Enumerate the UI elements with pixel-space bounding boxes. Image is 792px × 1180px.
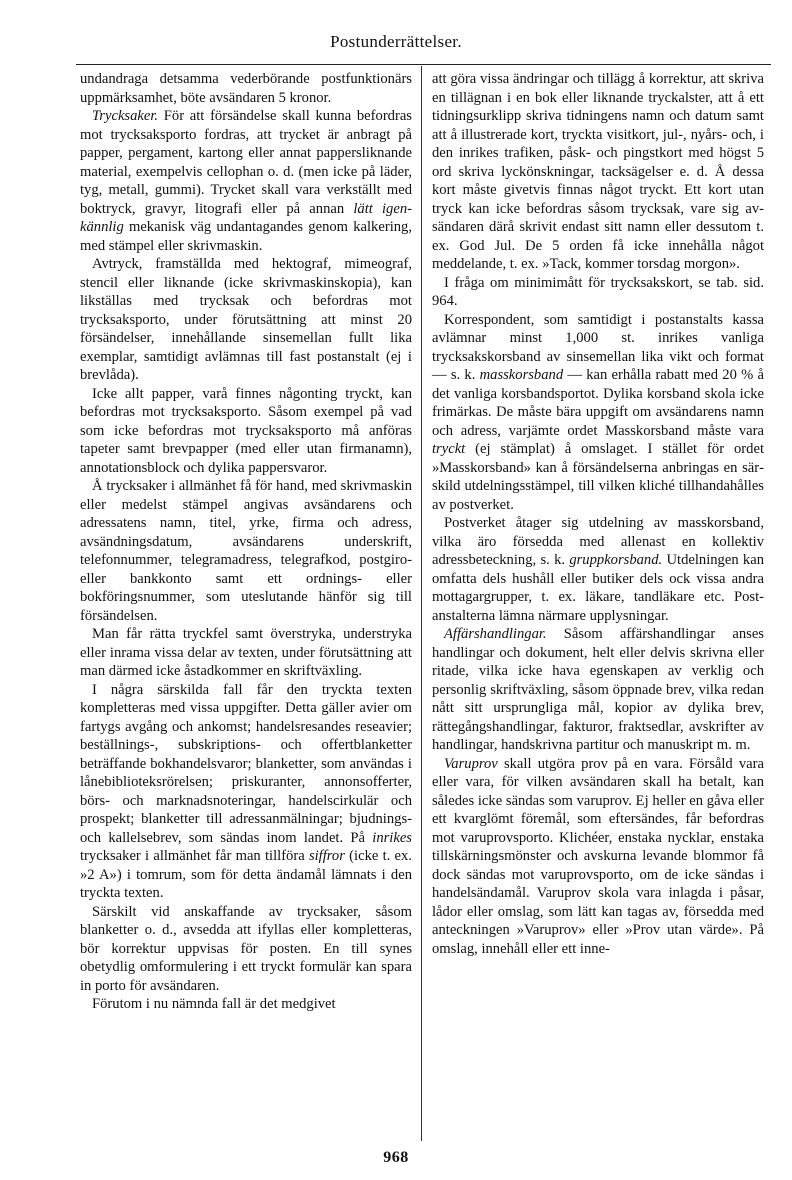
italic-term: masskorsband [479, 367, 564, 383]
text-run: trycksaker i allmänhet får man tillföra [80, 848, 309, 864]
paragraph [80, 903, 412, 996]
paragraph [80, 995, 412, 1014]
paragraph [80, 107, 412, 255]
paragraph [432, 70, 764, 274]
text-run: skall utgöra prov på en vara. Försåld vara eller vara, för vilken avsändaren skall ha betalt, kan således icke sändas som varuprov. Ej heller en gåva eller ett kvarglömt föremål, som eftersändes, får befordras mot varuprovsporto. Klichéer, enstaka nycklar, enstaka tillskärningsmönster och avskurna levande blommor få dock sändas mot varuprovsporto, om de icke sändas i handelsändamål. Varuprov skola vara inlagda i påsar, lådor eller omslag, som lätt kan tagas av, försedda med anteckningen »Varuprov» eller »Prov utan värde». På omslag, innehåll eller ett inne- [432, 755, 764, 957]
text-run: undandraga detsamma vederbörande postfunktionärs uppmärksamhet, böte avsändaren 5 kronor. [80, 71, 412, 106]
italic-term: inrikes [372, 829, 412, 846]
text-run: Särskilt vid anskaffande av trycksaker, såsom blanketter o. d., avsedda att ifyllas eller kompletteras, bör korrektur uppvisas för posten. En till synes obetydlig omformulering i ett tryckt formulär kan spara in porto för avsändaren. [80, 903, 412, 994]
text-run: Man får rätta tryckfel samt överstryka, understryka eller inrama vissa delar av texten, under förutsättning att man därmed icke åstadkommer en skriftväxling. [80, 626, 412, 679]
text-run: Utdelningen kan omfatta dels hushåll eller butiker dels ock vissa andra mottagargrupper, t. ex. läkare, tandläkare etc. Postanstalterna lämna närmare upplysningar. [432, 552, 764, 624]
text-run: Såsom affärshandlingar anses handlingar och dokument, helt eller delvis skrivna eller ritade, vilka icke hava egenskapen av verklig och personlig skriftväxling, såsom öppnade brev, vilka redan nått sitt ursprungliga mål, kopior av dylika brev, rättegångshandlingar, fakturor, fraktsedlar, avskrifter av handlingar, handskrivna partitur och manuskript m. m. [432, 626, 764, 753]
italic-term: gruppkorsband. [569, 552, 663, 568]
text-run: Å trycksaker i allmänhet få för hand, med skrivmaskin eller medelst stämpel angivas avsändarens och adressatens namn, titel, yrke, firma och adress, avsändningsdatum, avsändarens underskrift, telefonnummer, telegramadress, telegrafkod, postgiro- eller bankkonto samt ett ordnings- eller bokföringsnummer, som uteslutande hänför sig till försändelsen. [80, 478, 412, 624]
text-run: I fråga om minimimått för trycksakskort, se tab. sid. 964. [432, 274, 764, 309]
text-run: Förutom i nu nämnda fall är det medgivet [92, 996, 336, 1012]
italic-term: Trycksaker. [92, 108, 159, 124]
header-rule [76, 64, 771, 65]
left-text-column [80, 70, 412, 1014]
paragraph [80, 681, 412, 903]
italic-term: siffror [308, 848, 345, 864]
paragraph [432, 625, 764, 755]
text-run: Postverket åtager sig utdelning av masskorsband, vilka äro försedda med allenast en kollektiv adressbeteckning, s. k. [432, 515, 764, 568]
paragraph [80, 477, 412, 625]
text-run: (icke t. ex. »2 A») i tomrum, som för detta ändamål lämnats i den tryckta texten. [80, 848, 412, 901]
italic-term: lätt igenkännlig [80, 200, 412, 235]
text-run: Icke allt papper, varå finnes någonting tryckt, kan befordras mot trycksaksporto. Såsom exempel på vad som icke befordras mot trycksaksporto må anföras tapeter samt brevpapper (med eller utan firmanamn), annotationsblock och dylika pappersvaror. [80, 385, 412, 476]
italic-term: Varuprov [444, 755, 498, 772]
italic-term: Affärshandlingar. [444, 626, 547, 642]
italic-term: tryckt [432, 441, 466, 457]
paragraph [432, 311, 764, 515]
text-run: att göra vissa ändringar och tillägg å korrektur, att skriva en tillägnan i en bok eller liknande tryckalster, att å ett tidningsurklipp skriva tidningens namn och datum samt att å illustrerade kort, tryckta visitkort, jul-, nyårs- och, i den inrikes trafiken, påsk- och pingstkort med högst 5 ord skriva lyckönskningar, tacksägelser e. d. Å dessa kort måste givetvis finnas något tryckt. Ett kort utan tryck kan icke befordras såsom trycksak, vare sig avsändaren därå skrivit endast sitt namn eller dessutom t. ex. God Jul. De 5 orden få icke innehålla något meddelande, t. ex. »Tack, kommer torsdag morgon». [432, 71, 764, 272]
paragraph [432, 514, 764, 625]
text-run: Avtryck, framställda med hektograf, mimeograf, stencil eller liknande (icke skrivmaskinskopia), kan likställas med trycksak och befordras mot trycksaksporto, under förutsättning att minst 20 försändelser, innehållande sinsemellan fullt lika exemplar, samtidigt avlämnas till fast postanstalt (ej i brevlåda). [80, 256, 412, 383]
text-run: mekanisk väg undantagandes genom kalkering, med stämpel eller skrivmaskin. [80, 219, 412, 254]
paragraph [432, 274, 764, 311]
text-run: För att försändelse skall kunna befordras mot trycksaksporto fordras, att trycket är anbragt på papper, pergament, kartong eller annat pappersliknande material, exempelvis cellophan o. d. (men icke på läder, tyg, metall, gummi). Trycket skall vara verkställt med boktryck, gravyr, litografi eller på annan [80, 108, 412, 217]
column-divider [421, 66, 422, 1141]
paragraph [80, 385, 412, 478]
text-run: — kan erhålla rabatt med 20 % å det vanliga korsbandsportot. Dylika korsband skola icke frimärkas. De måste bära uppgift om avsändarens namn och adress, varjämte ordet Masskorsband måste vara [432, 367, 765, 439]
right-text-column [432, 70, 764, 958]
page-number: 968 [383, 1149, 409, 1166]
page-header-title: Postunderrättelser. [330, 32, 462, 51]
paragraph [80, 625, 412, 681]
paragraph [432, 755, 764, 959]
text-run: I några särskilda fall får den tryckta texten kompletteras med vissa uppgifter. Detta gäller avier om fartygs avgång och ankomst; handelsresandes reseavier; beställnings-, subskriptions- och offertblanketter beträffande bokhandelsvaror; blanketter, som användas i lånebiblioteksrörelsen; priskuranter, annonsofferter, börs- och marknadsnoteringar, handelscirkulär och prospekt; blanketter till adressanmälningar; bjudnings- och kallelsebrev, som sändas inom landet. På [80, 681, 412, 846]
text-run: (ej stämplat) å omslaget. I stället för ordet »Masskorsband» kan å försändelserna anbringas en särskild utdelningsstämpel, till vilken kliché tillhandahålles av postverket. [432, 441, 764, 513]
text-run: Korrespondent, som samtidigt i postanstalts kassa avlämnar minst 1,000 st. inrikes vanliga trycksakskorsband av sinsemellan lika vikt och format — s. k. [432, 311, 764, 383]
paragraph [80, 70, 412, 107]
paragraph [80, 255, 412, 385]
